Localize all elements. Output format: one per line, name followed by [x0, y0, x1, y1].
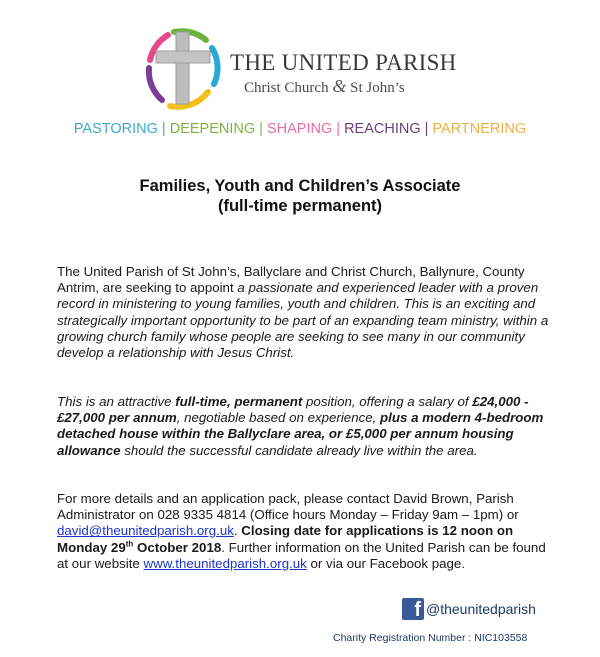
logo-arc-purple [149, 68, 162, 100]
job-title-line1: Families, Youth and Children’s Associate [139, 177, 461, 195]
brand-title: THE UNITED PARISH [230, 50, 457, 75]
separator: | [157, 121, 170, 137]
closing-date-sup: th [125, 539, 134, 549]
job-title [0, 176, 600, 216]
offer-bold-house: plus a modern 4-bedroom detached house within the Ballyclare area, or £5,000 per annum housing allowance [57, 410, 544, 458]
value-reaching: REACHING [344, 121, 421, 137]
offer-text: , negotiable based on experience, [176, 410, 381, 426]
contact-text: . Further information on the United Parish can be found at our website [57, 539, 546, 571]
offer-text: position, offering a salary of [302, 394, 473, 409]
intro-text: The United Parish of St John’s, Ballyclare and Christ Church, Ballynure, County Antrim, are seeking to appoint [57, 264, 525, 296]
offer-text: should the successful candidate already live within the area. [120, 442, 478, 458]
intro-italic-text: a passionate and experienced leader with a proven record in ministering to young families, youth and children. This is an exciting and strategically important opportunity to be part of an expanding team ministry, within a growing church family whose people are seeking to see many in our community develop a relationship with Jesus Christ. [57, 280, 549, 361]
subtitle-st-johns: St John’s [350, 80, 405, 96]
logo-arc-blue [212, 48, 218, 84]
subtitle-ampersand: & [332, 76, 347, 96]
value-pastoring: PASTORING [73, 121, 158, 137]
offer-bold-position: full-time, permanent [175, 394, 303, 409]
separator: | [255, 121, 267, 137]
charity-registration: Charity Registration Number : NIC103558 [333, 632, 528, 644]
offer-text: This is an attractive [57, 394, 176, 409]
contact-text: For more details and an application pack, please contact David Brown, Parish Administrator on 028 9335 4814 (Office hours Monday – Friday 9am – 1pm) or [57, 491, 519, 523]
facebook-icon[interactable]: f [402, 598, 424, 620]
offer-bold-salary: £24,000 - £27,000 per annum [57, 394, 529, 426]
facebook-link[interactable] [402, 598, 536, 620]
closing-date-text: Closing date for applications is 12 noon on Monday 29 [57, 523, 514, 555]
brand-subtitle [244, 76, 457, 98]
separator: | [420, 121, 433, 137]
values-strapline [0, 121, 600, 137]
brand-block [230, 50, 457, 98]
offer-paragraph [57, 394, 557, 459]
value-partnering: PARTNERING [432, 121, 527, 137]
job-title-line2: (full-time permanent) [217, 197, 383, 215]
intro-paragraph [57, 264, 557, 361]
value-shaping: SHAPING [266, 121, 333, 137]
contact-paragraph [57, 491, 557, 572]
separator: | [332, 121, 345, 137]
parish-logo [144, 26, 224, 112]
contact-text: . [233, 523, 242, 539]
subtitle-christ-church: Christ Church [244, 80, 329, 96]
facebook-handle[interactable]: @theunitedparish [426, 601, 536, 617]
cross-icon [156, 32, 210, 104]
closing-date-text: October 2018 [133, 539, 222, 555]
website-link[interactable]: www.theunitedparish.org.uk [143, 555, 307, 571]
email-link[interactable]: david@theunitedparish.org.uk [57, 523, 234, 539]
contact-text: or via our Facebook page. [306, 555, 466, 571]
value-deepening: DEEPENING [169, 121, 256, 137]
